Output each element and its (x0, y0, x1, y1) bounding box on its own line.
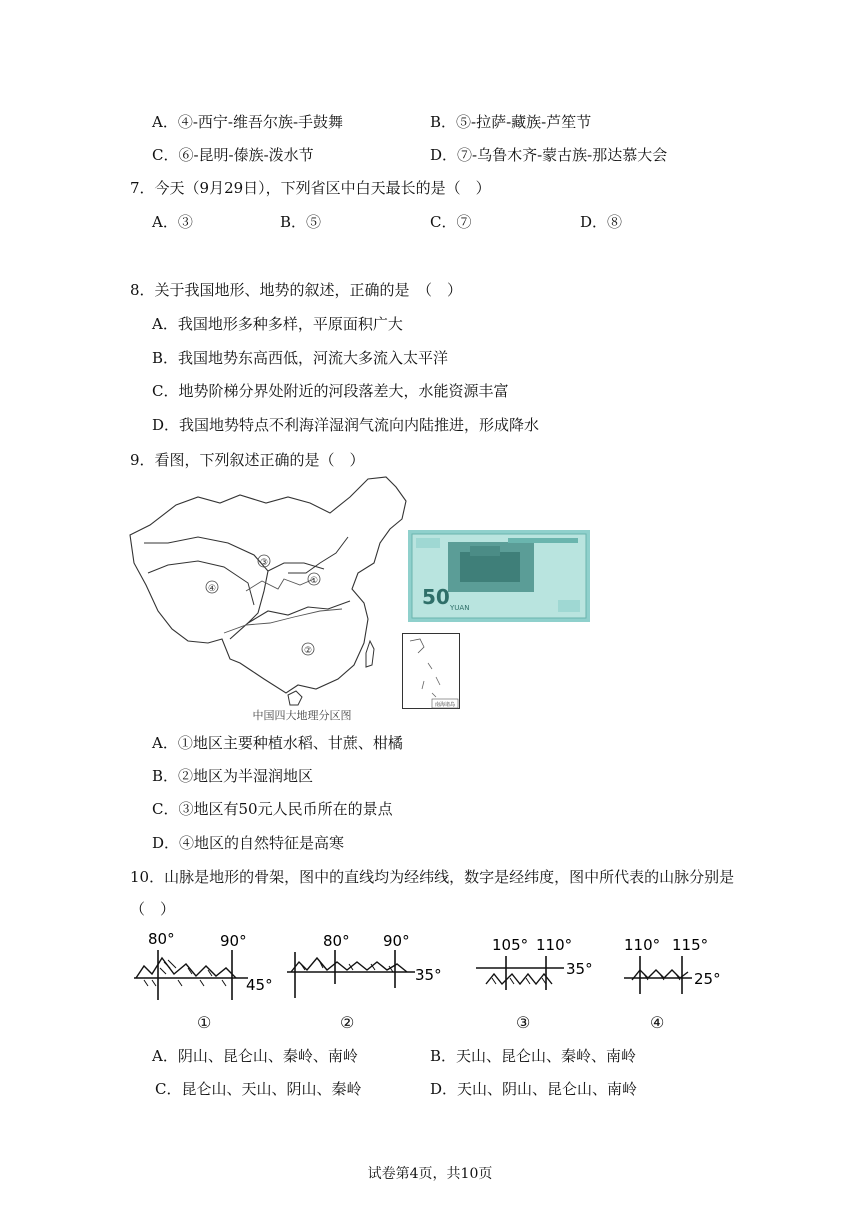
q9-stem: 9．看图，下列叙述正确的是（ ） (130, 451, 365, 469)
q9-option-b: B．②地区为半湿润地区 (152, 767, 314, 785)
q10-stem-line1: 10．山脉是地形的骨架，图中的直线均为经纬线，数字是经纬度，图中所代表的山脉分别是 (130, 868, 735, 886)
diagram-3-lon2: 110° (536, 936, 573, 954)
yellow-river (246, 579, 314, 591)
diagram-4-lon2: 115° (672, 936, 709, 954)
q9-option-d: D．④地区的自然特征是高寒 (152, 834, 345, 852)
page-footer: 试卷第4页，共10页 (367, 1166, 493, 1182)
south-china-sea-inset (402, 633, 460, 709)
q10-option-b: B．天山、昆仑山、秦岭、南岭 (430, 1047, 637, 1065)
region-boundary-northwest (144, 537, 268, 623)
diagram-1-lon1: 80° (148, 930, 175, 948)
q8-option-d: D．我国地势特点不利海洋湿润气流向内陆推进，形成降水 (152, 416, 540, 434)
diagram-4-lat: 25° (694, 970, 721, 988)
q7-option-a: A．③ (152, 213, 193, 231)
region-boundary-tibet (148, 561, 254, 605)
diagram-2-lat: 35° (415, 966, 442, 984)
banknote-currency: YUAN (450, 604, 470, 612)
yangtze-river (224, 609, 342, 633)
china-regions-map (128, 473, 408, 731)
q7-option-d: D．⑧ (580, 213, 623, 231)
q7-option-c: C．⑦ (430, 213, 472, 231)
region-label-4: ④ (207, 584, 217, 594)
mountain-diagram-1 (130, 928, 280, 1003)
taiwan-island (366, 641, 374, 667)
diagram-4-lon1: 110° (624, 936, 661, 954)
q10-option-d: D．天山、阴山、昆仑山、南岭 (430, 1080, 638, 1098)
banknote-value: 50 (422, 585, 450, 609)
diagram-1-lat: 45° (246, 976, 273, 994)
inset-label: 南海诸岛 (434, 702, 456, 708)
china-outline (130, 477, 406, 693)
q6-option-b: B．⑤-拉萨-藏族-芦笙节 (430, 113, 592, 131)
diagram-3-label: ③ (516, 1013, 531, 1032)
q10-option-a: A．阴山、昆仑山、秦岭、南岭 (152, 1047, 358, 1065)
q10-stem-line2: （ ） (130, 900, 176, 918)
q9-option-a: A．①地区主要种植水稻、甘蔗、柑橘 (152, 734, 403, 752)
diagram-3-lat: 35° (566, 960, 593, 978)
region-boundary-north (268, 563, 324, 571)
q6-option-a: A．④-西宁-维吾尔族-手鼓舞 (152, 113, 344, 131)
diagram-2-lon1: 80° (323, 932, 350, 950)
hainan-island (288, 691, 302, 705)
q8-stem: 8．关于我国地形、地势的叙述，正确的是 （ ） (130, 281, 463, 299)
q7-option-b: B．⑤ (280, 213, 322, 231)
diagram-4-label: ④ (650, 1013, 665, 1032)
mountain-diagram-4 (620, 928, 730, 1003)
map-caption: 中国四大地理分区图 (252, 709, 352, 722)
q6-option-c: C．⑥-昆明-傣族-泼水节 (152, 146, 314, 164)
mountain-diagram-3 (470, 928, 605, 1003)
q10-option-c: C．昆仑山、天山、阴山、秦岭 (155, 1080, 362, 1098)
diagram-2-lon2: 90° (383, 932, 410, 950)
q6-option-d: D．⑦-乌鲁木齐-蒙古族-那达慕大会 (430, 146, 668, 164)
diagram-1-lon2: 90° (220, 932, 247, 950)
region-label-3: ③ (259, 558, 269, 568)
mountain-diagram-2 (285, 928, 445, 1003)
q8-option-c: C．地势阶梯分界处附近的河段落差大，水能资源丰富 (152, 382, 509, 400)
region-boundary-north-south (230, 601, 350, 639)
region-label-1: ① (309, 576, 319, 586)
q8-option-a: A．我国地形多种多样，平原面积广大 (152, 315, 403, 333)
q7-stem: 7．今天（9月29日），下列省区中白天最长的是（ ） (130, 179, 491, 197)
q9-option-c: C．③地区有50元人民币所在的景点 (152, 800, 393, 818)
diagram-1-label: ① (197, 1013, 212, 1032)
diagram-2-label: ② (340, 1013, 355, 1032)
fifty-yuan-banknote (408, 530, 590, 622)
region-label-2: ② (303, 646, 313, 656)
q8-option-b: B．我国地势东高西低，河流大多流入太平洋 (152, 349, 449, 367)
diagram-3-lon1: 105° (492, 936, 529, 954)
